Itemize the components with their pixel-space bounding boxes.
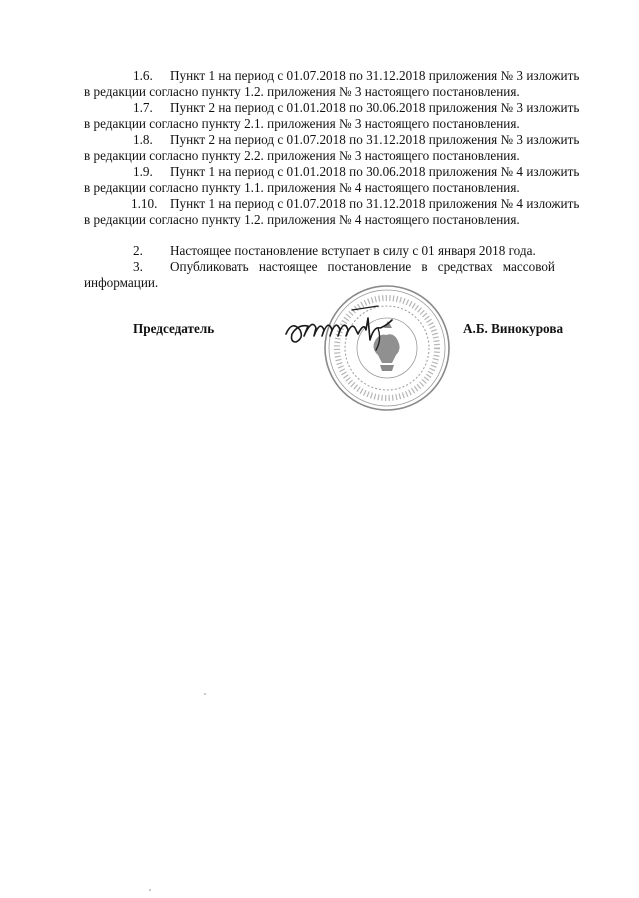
word: настоящее — [258, 259, 318, 274]
scan-speck — [149, 889, 151, 891]
item-text-line: в редакции согласно пункту 1.2. приложения № 4 настоящего постановления. — [84, 212, 520, 227]
item-number: 1.7. — [133, 100, 153, 115]
signatory-name: А.Б. Винокурова — [463, 321, 564, 336]
item-number: 1.8. — [133, 132, 153, 147]
word: в — [421, 259, 428, 274]
item-text-line: в редакции согласно пункту 1.1. приложения № 4 настоящего постановления. — [84, 180, 520, 195]
scan-speck — [204, 693, 206, 695]
item-text-line — [170, 259, 555, 275]
signatory-title: Председатель — [133, 321, 215, 336]
item-text-line: Пункт 1 на период с 01.01.2018 по 30.06.2018 приложения № 4 изложить — [170, 164, 580, 179]
item-text-line: Пункт 2 на период с 01.07.2018 по 31.12.2018 приложения № 3 изложить — [170, 132, 580, 147]
item-number: 1.6. — [133, 68, 153, 83]
item-text-line: в редакции согласно пункту 2.1. приложения № 3 настоящего постановления. — [84, 116, 520, 131]
item-number: 1.10. — [131, 196, 158, 211]
word: средствах — [437, 259, 493, 274]
word: массовой — [502, 259, 555, 274]
item-text-line: информации. — [84, 275, 159, 290]
item-number: 2. — [133, 243, 143, 258]
item-text-line: в редакции согласно пункту 1.2. приложения № 3 настоящего постановления. — [84, 84, 520, 99]
item-text-line: Пункт 2 на период с 01.01.2018 по 30.06.2018 приложения № 3 изложить — [170, 100, 580, 115]
item-text-line: Пункт 1 на период с 01.07.2018 по 31.12.2018 приложения № 4 изложить — [170, 196, 580, 211]
item-text-line: Настоящее постановление вступает в силу с 01 января 2018 года. — [170, 243, 536, 258]
item-text-line: в редакции согласно пункту 2.2. приложения № 3 настоящего постановления. — [84, 148, 520, 163]
item-number: 1.9. — [133, 164, 153, 179]
word: постановление — [327, 259, 412, 274]
handwritten-signature — [282, 300, 402, 355]
item-number: 3. — [133, 259, 143, 274]
item-text-line: Пункт 1 на период с 01.07.2018 по 31.12.2018 приложения № 3 изложить — [170, 68, 580, 83]
word: Опубликовать — [170, 259, 249, 274]
